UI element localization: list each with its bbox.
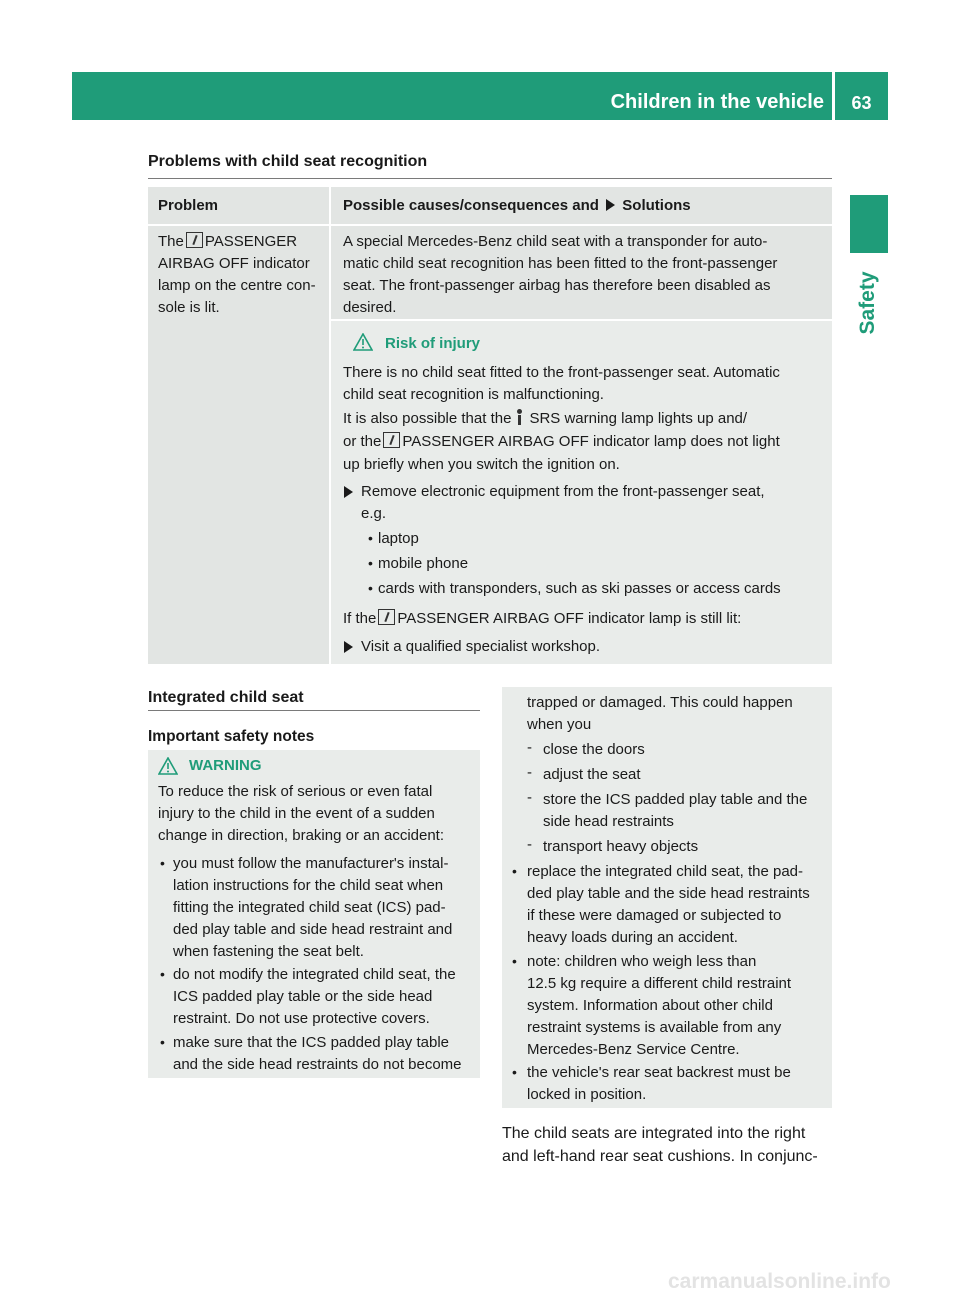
column-header-solutions-pre: Possible causes/consequences and (343, 197, 599, 214)
body-text: The child seats are integrated into the right (502, 1125, 806, 1142)
watermark: carmanualsonline.info (668, 1270, 891, 1293)
dash-item: adjust the seat (543, 766, 641, 783)
risk-text: There is no child seat fitted to the front-passenger seat. Automatic (343, 364, 780, 381)
airbag-text-pre: or the (343, 433, 382, 450)
warning-bullet: make sure that the ICS padded play table (173, 1034, 450, 1051)
warning-bullet: locked in position. (527, 1086, 647, 1103)
warning-bullet: fitting the integrated child seat (ICS) pad- (173, 899, 446, 916)
srs-text-post: SRS warning lamp lights up and/ (529, 410, 748, 427)
section-title-problems: Problems with child seat recognition (148, 153, 428, 170)
column-header-solutions (343, 197, 691, 214)
bullet-icon: • (368, 580, 373, 596)
side-tab (846, 268, 890, 338)
warning-text: trapped or damaged. This could happen (527, 694, 793, 711)
warning-text: change in direction, braking or an accident: (158, 827, 445, 844)
remove-text: e.g. (361, 505, 387, 522)
dash-icon: - (527, 789, 532, 806)
warning-bullet: ded play table and side head restraint and (173, 921, 453, 938)
list-item: laptop (378, 530, 419, 547)
visit-text: Visit a qualified specialist workshop. (361, 638, 601, 655)
dash-icon: - (527, 836, 532, 853)
airbag-text (343, 431, 780, 453)
section-rule (148, 178, 832, 179)
warning-bullet: ICS padded play table or the side head (173, 988, 433, 1005)
warning-text: when you (527, 716, 592, 733)
dash-item: close the doors (543, 741, 645, 758)
warning-triangle-icon (158, 757, 178, 775)
briefly-text: up briefly when you switch the ignition on. (343, 456, 620, 473)
srs-text-pre: It is also possible that the (343, 410, 512, 427)
problem-text: lamp on the centre con- (158, 277, 316, 294)
warning-triangle-icon (353, 333, 373, 351)
bullet-icon: • (512, 1064, 517, 1080)
warning-bullet: you must follow the manufacturer's instal- (173, 855, 449, 872)
column-header-problem: Problem (158, 197, 219, 214)
warning-bullet: note: children who weigh less than (527, 953, 757, 970)
cause-text: A special Mercedes-Benz child seat with a transponder for auto- (343, 233, 768, 250)
srs-warning-icon (514, 409, 526, 425)
cause-text: seat. The front-passenger airbag has therefore been disabled as (343, 277, 771, 294)
warning-bullet: if these were damaged or subjected to (527, 907, 782, 924)
body-text: and left-hand rear seat cushions. In conjunc- (502, 1148, 818, 1165)
bullet-icon: • (368, 530, 373, 546)
airbag-text-post: PASSENGER AIRBAG OFF indicator lamp does not light (402, 433, 780, 450)
side-tab-label: Safety (856, 271, 879, 335)
airbag-off-icon (378, 609, 395, 625)
warning-bullet: when fastening the seat belt. (173, 943, 364, 960)
dash-item: transport heavy objects (543, 838, 699, 855)
risk-text: child seat recognition is malfunctioning. (343, 386, 604, 403)
problem-line (158, 231, 297, 253)
bullet-icon: • (512, 863, 517, 879)
warning-bullet: heavy loads during an accident. (527, 929, 738, 946)
problem-text-pre: The (158, 233, 184, 250)
section-title-integrated: Integrated child seat (148, 689, 304, 706)
bullet-icon: • (160, 966, 165, 982)
warning-bullet: restraint. Do not use protective covers. (173, 1010, 430, 1027)
warning-text: injury to the child in the event of a sudden (158, 805, 435, 822)
dash-item: store the ICS padded play table and the (543, 791, 808, 808)
arrow-icon (344, 641, 353, 653)
srs-text (343, 408, 747, 430)
column-header-solutions-post: Solutions (622, 197, 691, 214)
warning-bullet: replace the integrated child seat, the pad- (527, 863, 804, 880)
page-number: 63 (835, 72, 888, 120)
warning-bullet: Mercedes-Benz Service Centre. (527, 1041, 740, 1058)
airbag-off-icon (383, 432, 400, 448)
arrow-icon (606, 199, 615, 211)
dash-icon: - (527, 739, 532, 756)
bullet-icon: • (160, 855, 165, 871)
problem-text-post: PASSENGER (204, 233, 298, 250)
airbag-off-icon (186, 232, 203, 248)
warning-bullet: lation instructions for the child seat when (173, 877, 444, 894)
remove-text: Remove electronic equipment from the front-passenger seat, (361, 483, 765, 500)
warning-bullet: ded play table and the side head restraints (527, 885, 810, 902)
cause-text: desired. (343, 299, 397, 316)
list-item: mobile phone (378, 555, 469, 572)
warning-bullet: system. Information about other child (527, 997, 773, 1014)
chapter-title: Children in the vehicle (610, 91, 824, 113)
if-text-post: PASSENGER AIRBAG OFF indicator lamp is still lit: (397, 610, 742, 627)
warning-bullet: restraint systems is available from any (527, 1019, 782, 1036)
bullet-icon: • (368, 555, 373, 571)
section-rule (148, 710, 480, 711)
bullet-icon: • (512, 953, 517, 969)
list-item: cards with transponders, such as ski passes or access cards (378, 580, 781, 597)
arrow-icon (344, 486, 353, 498)
dash-item: side head restraints (543, 813, 674, 830)
warning-bullet: the vehicle's rear seat backrest must be (527, 1064, 791, 1081)
cause-text: matic child seat recognition has been fitted to the front-passenger (343, 255, 778, 272)
warning-title: WARNING (189, 757, 262, 774)
bullet-icon: • (160, 1034, 165, 1050)
problem-text: sole is lit. (158, 299, 220, 316)
problem-text: AIRBAG OFF indicator (158, 255, 310, 272)
warning-bullet: do not modify the integrated child seat, the (173, 966, 456, 983)
if-text-pre: If the (343, 610, 377, 627)
dash-icon: - (527, 764, 532, 781)
warning-bullet: and the side head restraints do not become (173, 1056, 462, 1073)
warning-bullet: 12.5 kg require a different child restraint (527, 975, 792, 992)
side-tab-marker (850, 195, 888, 253)
if-text (343, 608, 741, 630)
warning-text: To reduce the risk of serious or even fatal (158, 783, 433, 800)
subsection-title: Important safety notes (148, 728, 315, 745)
risk-title: Risk of injury (385, 335, 481, 352)
